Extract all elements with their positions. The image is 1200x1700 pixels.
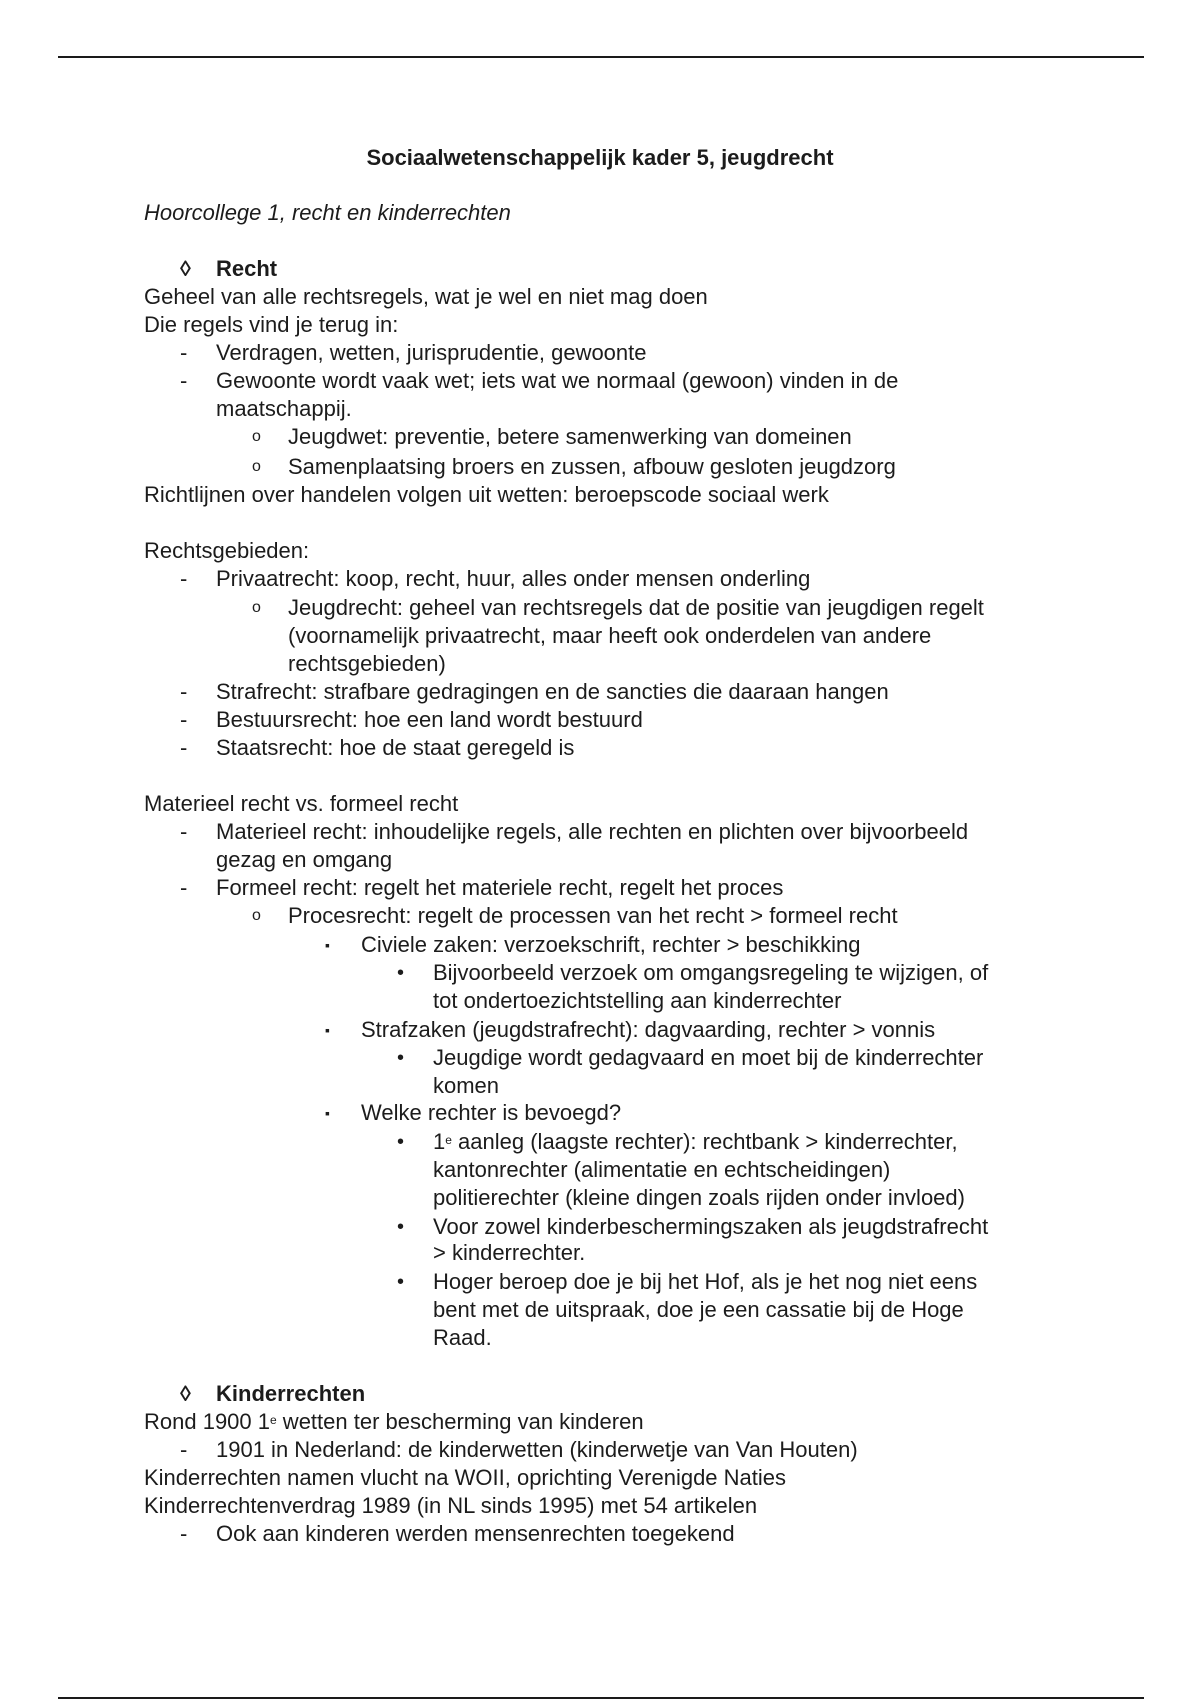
dash-bullet-icon: - <box>180 735 188 760</box>
list-item: Materieel recht: inhoudelijke regels, alle rechten en plichten over bijvoorbeeld <box>216 819 969 844</box>
section-heading-recht: Recht <box>216 256 278 281</box>
sub-list-item-continued: rechtsgebieden) <box>288 651 446 676</box>
dash-bullet-icon: - <box>180 707 188 732</box>
level4-item-continued: Raad. <box>433 1325 492 1350</box>
text-line: Geheel van alle rechtsregels, wat je wel en niet mag doen <box>144 284 708 309</box>
top-rule <box>58 56 1144 58</box>
list-item: Staatsrecht: hoe de staat geregeld is <box>216 735 575 760</box>
circle-bullet-icon: o <box>252 599 261 616</box>
page-title: Sociaalwetenschappelijk kader 5, jeugdrecht <box>366 145 834 170</box>
level4-item: Hoger beroep doe je bij het Hof, als je het nog niet eens <box>433 1269 978 1294</box>
ordinal-suffix: e <box>445 1133 452 1147</box>
circle-bullet-icon: o <box>252 428 261 445</box>
level4-item-text: aanleg (laagste rechter): rechtbank > kinderrechter, <box>451 1129 958 1154</box>
dash-bullet-icon: - <box>180 1437 188 1462</box>
level4-item-continued: politierechter (kleine dingen zoals rijden onder invloed) <box>433 1185 965 1210</box>
level4-item-continued: komen <box>433 1073 500 1098</box>
dash-bullet-icon: - <box>180 1521 188 1546</box>
level3-item: Welke rechter is bevoegd? <box>361 1100 622 1125</box>
text-line <box>144 1408 644 1436</box>
square-bullet-icon: ▪ <box>325 1105 330 1121</box>
list-item: Bestuursrecht: hoe een land wordt bestuurd <box>216 707 643 732</box>
dash-bullet-icon: - <box>180 340 188 365</box>
section-heading-kinderrechten: Kinderrechten <box>216 1381 366 1406</box>
level4-item: Bijvoorbeeld verzoek om omgangsregeling te wijzigen, of <box>433 960 989 985</box>
circle-bullet-icon: o <box>252 907 261 924</box>
sub-list-item: Jeugdwet: preventie, betere samenwerking van domeinen <box>288 424 852 449</box>
diamond-bullet-icon: ◊ <box>180 1381 191 1406</box>
dot-bullet-icon: • <box>397 962 405 984</box>
circle-bullet-icon: o <box>252 458 261 475</box>
level4-item: Voor zowel kinderbeschermingszaken als jeugdstrafrecht <box>433 1214 989 1239</box>
ordinal-number: 1 <box>433 1129 446 1154</box>
bottom-rule <box>58 1697 1144 1699</box>
level4-item: Jeugdige wordt gedagvaard en moet bij de kinderrechter <box>433 1045 984 1070</box>
dot-bullet-icon: • <box>397 1271 405 1293</box>
list-item: Ook aan kinderen werden mensenrechten toegekend <box>216 1521 735 1546</box>
level4-item-continued: > kinderrechter. <box>433 1240 586 1265</box>
level4-item <box>433 1128 958 1156</box>
dash-bullet-icon: - <box>180 566 188 591</box>
text-line: Kinderrechtenverdrag 1989 (in NL sinds 1995) met 54 artikelen <box>144 1493 758 1518</box>
dot-bullet-icon: • <box>397 1216 405 1238</box>
dash-bullet-icon: - <box>180 679 188 704</box>
sub-list-item-continued: (voornamelijk privaatrecht, maar heeft ook onderdelen van andere <box>288 623 932 648</box>
dash-bullet-icon: - <box>180 875 188 900</box>
level4-item-continued: bent met de uitspraak, doe je een cassatie bij de Hoge <box>433 1297 964 1322</box>
section-heading-rechtsgebieden: Rechtsgebieden: <box>144 538 310 563</box>
text-line: Die regels vind je terug in: <box>144 312 399 337</box>
square-bullet-icon: ▪ <box>325 937 330 953</box>
sub-list-item: Samenplaatsing broers en zussen, afbouw gesloten jeugdzorg <box>288 454 896 479</box>
list-item: Formeel recht: regelt het materiele recht, regelt het proces <box>216 875 784 900</box>
square-bullet-icon: ▪ <box>325 1022 330 1038</box>
diamond-bullet-icon: ◊ <box>180 256 191 281</box>
text-line: Richtlijnen over handelen volgen uit wetten: beroepscode sociaal werk <box>144 482 829 507</box>
text-line: Kinderrechten namen vlucht na WOII, oprichting Verenigde Naties <box>144 1465 787 1490</box>
text-part: Rond 1900 1 <box>144 1409 270 1434</box>
sub-list-item: Procesrecht: regelt de processen van het recht > formeel recht <box>288 903 898 928</box>
text-part: wetten ter bescherming van kinderen <box>276 1409 644 1434</box>
level4-item-continued: kantonrechter (alimentatie en echtscheidingen) <box>433 1157 891 1182</box>
ordinal-suffix: e <box>270 1413 277 1427</box>
list-item: Privaatrecht: koop, recht, huur, alles onder mensen onderling <box>216 566 811 591</box>
dot-bullet-icon: • <box>397 1047 405 1069</box>
list-item-continued: maatschappij. <box>216 396 352 421</box>
list-item: Strafrecht: strafbare gedragingen en de sancties die daaraan hangen <box>216 679 889 704</box>
dash-bullet-icon: - <box>180 819 188 844</box>
level3-item: Strafzaken (jeugdstrafrecht): dagvaarding, rechter > vonnis <box>361 1017 936 1042</box>
dot-bullet-icon: • <box>397 1131 405 1153</box>
list-item: 1901 in Nederland: de kinderwetten (kinderwetje van Van Houten) <box>216 1437 858 1462</box>
level4-item-continued: tot ondertoezichtstelling aan kinderrechter <box>433 988 842 1013</box>
list-item-continued: gezag en omgang <box>216 847 393 872</box>
section-heading-materieel: Materieel recht vs. formeel recht <box>144 791 459 816</box>
level3-item: Civiele zaken: verzoekschrift, rechter > beschikking <box>361 932 861 957</box>
list-item: Gewoonte wordt vaak wet; iets wat we normaal (gewoon) vinden in de <box>216 368 899 393</box>
dash-bullet-icon: - <box>180 368 188 393</box>
subtitle: Hoorcollege 1, recht en kinderrechten <box>144 200 511 225</box>
sub-list-item: Jeugdrecht: geheel van rechtsregels dat de positie van jeugdigen regelt <box>288 595 984 620</box>
list-item: Verdragen, wetten, jurisprudentie, gewoonte <box>216 340 647 365</box>
